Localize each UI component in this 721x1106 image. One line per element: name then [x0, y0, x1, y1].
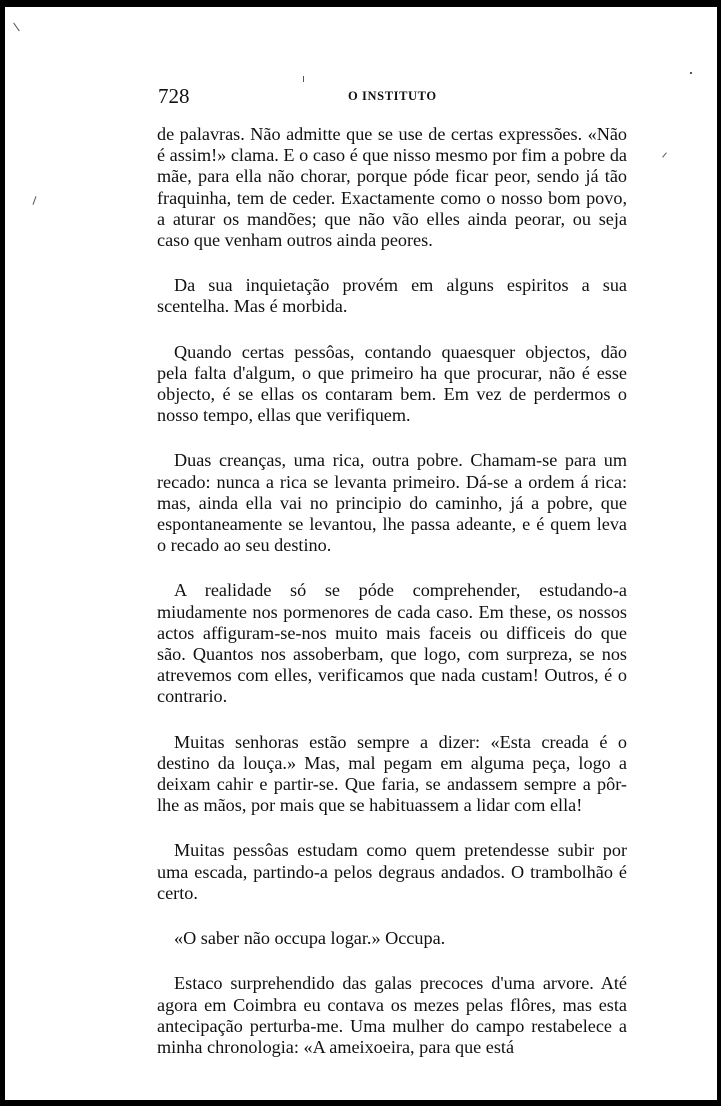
- scan-border-left: [0, 0, 5, 1106]
- page-number: 728: [158, 84, 190, 108]
- scan-speck: [303, 76, 304, 82]
- scan-border-bottom: [0, 1100, 721, 1106]
- scan-speck: [13, 23, 20, 32]
- page-header: [158, 84, 626, 108]
- paragraph: Quando certas pessôas, contando quaesquer objectos, dão pela falta d'algum, o que primeiro ha que procurar, não é esse objecto, é se ellas os contaram bem. Em vez de perdermos o nosso tempo, ellas que verifiquem.: [157, 341, 627, 426]
- paragraph: Duas creanças, uma rica, outra pobre. Chamam-se para um recado: nunca a rica se levanta primeiro. Dá-se a ordem á rica: mas, ainda ella vai no principio do caminho, já a pobre, que espontaneamente se levantou, lhe passa adeante, e é quem leva o recado ao seu destino.: [157, 450, 627, 556]
- paragraph: Muitas pessôas estudam como quem pretendesse subir por uma escada, partindo-a pelos degraus andados. O trambolhão é certo.: [157, 840, 627, 903]
- paragraph: Estaco surprehendido das galas precoces d'uma arvore. Até agora em Coimbra eu contava os mezes pelas flôres, mas esta antecipação perturba-me. Uma mulher do campo restabelece a minha chronologia: «A ameixoeira, para que está: [157, 973, 627, 1057]
- paragraph: de palavras. Não admitte que se use de certas expressões. «Não é assim!» clama. E o caso é que nisso mesmo por fim a pobre da mãe, para ella não chorar, porque póde ficar peor, sendo já tão fraquinha, tem de ceder. Exactamente como o nosso bom povo, a aturar os mandões; que não vão elles ainda peorar, ou seja caso que venham outros ainda peores.: [157, 124, 627, 251]
- scan-speck: [32, 196, 36, 205]
- running-title: O INSTITUTO: [348, 89, 437, 103]
- body-text: [157, 124, 627, 1058]
- paragraph: A realidade só se póde comprehender, estudando-a miudamente nos pormenores de cada caso. Em these, os nossos actos affiguram-se-nos muito mais faceis ou difficeis do que são. Quantos nos assoberbam, que logo, com surpreza, se nos atrevemos com elles, verificamos que nada custam! Outros, é o contrario.: [157, 580, 627, 707]
- paragraph: «O saber não occupa logar.» Occupa.: [174, 928, 446, 949]
- paragraph: Muitas senhoras estão sempre a dizer: «Esta creada é o destino da louça.» Mas, mal pegam em alguma peça, logo a deixam cahir e partir-se. Que faria, se andassem sempre a pôr-lhe as mãos, por mais que se habituassem a lidar com ella!: [157, 731, 627, 816]
- scan-speck: [662, 152, 667, 157]
- scan-border-right: [717, 0, 721, 1106]
- scan-speck: [690, 72, 692, 74]
- scan-border-top: [0, 0, 721, 7]
- paragraph: Da sua inquietação provém em alguns espiritos a sua scentelha. Mas é morbida.: [157, 275, 627, 317]
